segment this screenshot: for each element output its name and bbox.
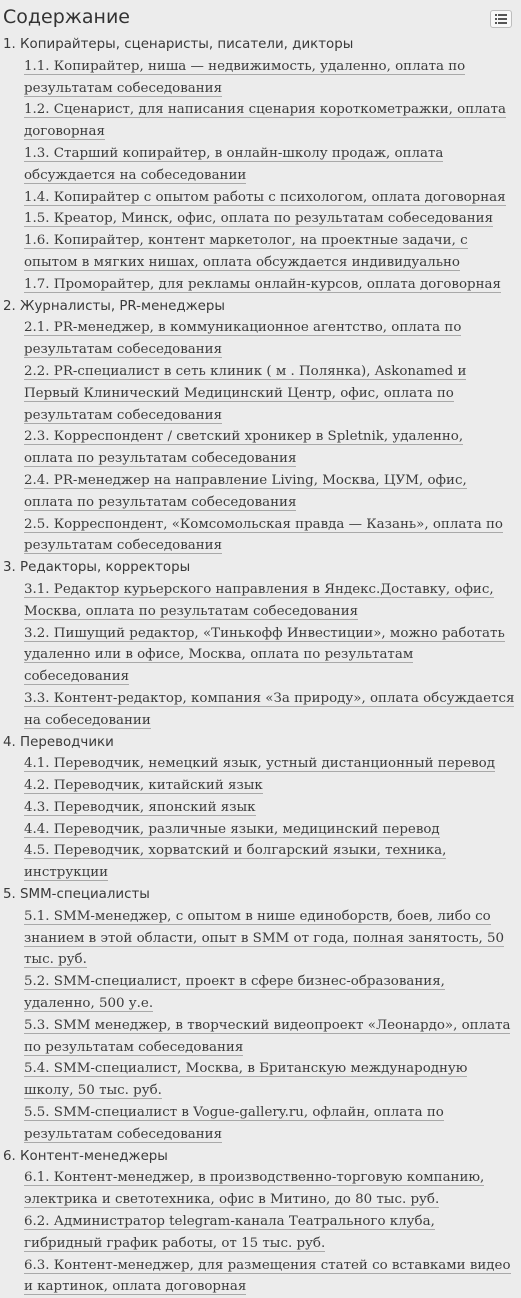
toc-item-link[interactable]: 6.3. Контент-менеджер, для размещения статей со вставками видео и картинок, оплата договорная (24, 1257, 511, 1295)
toc-item (24, 274, 516, 296)
toc-item (24, 1102, 516, 1146)
toc-sections (0, 34, 521, 1298)
toc-item (24, 470, 516, 514)
toc-item (24, 1058, 516, 1102)
toc-item-link[interactable]: 4.5. Переводчик, хорватский и болгарский языки, техника, инструкции (24, 843, 447, 881)
toc-item (24, 99, 516, 143)
toc-item (24, 1211, 516, 1255)
toc-section (0, 296, 521, 558)
toc-section-link[interactable]: 4. Переводчики (3, 734, 114, 750)
toc-item-link[interactable]: 3.1. Редактор курьерского направления в Яндекс.Доставку, офис, Москва, оплата по результатам собеседования (24, 581, 494, 619)
toc-item (24, 840, 516, 884)
toc-item-link[interactable]: 6.1. Контент-менеджер, в производственно-торговую компанию, электрика и светотехника, офис в Митино, до 80 тыс. руб. (24, 1170, 485, 1208)
toc-item-link[interactable]: 1.5. Креатор, Минск, офис, оплата по результатам собеседования (24, 211, 494, 227)
toc-section-link[interactable]: 3. Редакторы, корректоры (3, 560, 191, 576)
toc-item (24, 1167, 516, 1211)
toc-section (0, 732, 521, 885)
toc-item-link[interactable]: 1.7. Проморайтер, для рекламы онлайн-курсов, оплата договорная (24, 276, 501, 292)
toc-item-link[interactable]: 4.2. Переводчик, китайский язык (24, 778, 263, 794)
toc-item-link[interactable]: 5.1. SMM-менеджер, с опытом в нише единоборств, боев, либо со знанием в этой области, опыт в SMM от года, полная занятость, 50 тыс. руб. (24, 908, 505, 968)
toc-item (24, 819, 516, 841)
toc-section-link[interactable]: 5. SMM-специалисты (3, 887, 150, 903)
toc-item (24, 797, 516, 819)
toc-item-list (0, 56, 521, 296)
toc-item-link[interactable]: 3.2. Пишущий редактор, «Тинькофф Инвестиции», можно работать удаленно или в офисе, Москва, оплата по результатам собеседования (24, 625, 505, 685)
toc-item (24, 230, 516, 274)
toc-title: Содержание (3, 6, 130, 28)
toc-item-link[interactable]: 5.3. SMM менеджер, в творческий видеопроект «Леонардо», оплата по результатам собеседования (24, 1017, 511, 1055)
toc-item (24, 187, 516, 209)
toc-item-link[interactable]: 1.4. Копирайтер с опытом работы с психологом, оплата договорная (24, 189, 506, 205)
toc-section-link[interactable]: 6. Контент-менеджеры (3, 1148, 168, 1164)
toc-header (0, 4, 521, 34)
toc-item (24, 514, 516, 558)
toc-item-list (0, 906, 521, 1146)
toc-item (24, 317, 516, 361)
toc-item-list (0, 579, 521, 732)
toc-item (24, 688, 516, 732)
toc-item-link[interactable]: 2.5. Корреспондент, «Комсомольская правда — Казань», оплата по результатам собеседования (24, 516, 503, 554)
toc-item (24, 753, 516, 775)
toc-item-link[interactable]: 4.1. Переводчик, немецкий язык, устный дистанционный перевод (24, 756, 495, 772)
toc-item-list (0, 753, 521, 884)
toc-item-link[interactable]: 5.5. SMM-специалист в Vogue-gallery.ru, офлайн, оплата по результатам собеседования (24, 1105, 444, 1142)
toc-section (0, 1146, 521, 1298)
toc-item (24, 56, 516, 100)
toc-item (24, 208, 516, 230)
list-icon (495, 14, 507, 24)
toc-item (24, 623, 516, 688)
toc-item-list (0, 317, 521, 557)
toc-item-link[interactable]: 5.4. SMM-специалист, Москва, в Британскую международную школу, 50 тыс. руб. (24, 1061, 468, 1099)
toc-section (0, 34, 521, 296)
toc-item-link[interactable]: 4.4. Переводчик, различные языки, медицинский перевод (24, 821, 440, 837)
toc-toggle-button[interactable] (490, 10, 512, 28)
toc-item-link[interactable]: 3.3. Контент-редактор, компания «За природу», оплата обсуждается на собеседовании (24, 690, 515, 728)
toc-section (0, 884, 521, 1146)
toc-item-link[interactable]: 6.2. Администратор telegram-канала Театрального клуба, гибридный график работы, от 15 тыс. руб. (24, 1214, 435, 1251)
toc-item-link[interactable]: 2.2. PR-специалист в сеть клиник ( м . Полянка), Askonamed и Первый Клинический Медицинский Центр, офис, оплата по результатам собеседования (24, 363, 467, 423)
toc-item-link[interactable]: 5.2. SMM-специалист, проект в сфере бизнес-образования, удаленно, 500 у.е. (24, 974, 445, 1012)
toc-item-link[interactable]: 1.3. Старший копирайтер, в онлайн-школу продаж, оплата обсуждается на собеседовании (24, 145, 444, 183)
toc-item (24, 775, 516, 797)
toc-item (24, 361, 516, 426)
toc-section-link[interactable]: 2. Журналисты, PR-менеджеры (3, 298, 225, 314)
toc-item (24, 143, 516, 187)
toc-item (24, 906, 516, 971)
toc-item-link[interactable]: 4.3. Переводчик, японский язык (24, 799, 256, 815)
toc-item (24, 426, 516, 470)
toc-item-link[interactable]: 1.6. Копирайтер, контент маркетолог, на проектные задачи, с опытом в мягких нишах, оплата обсуждается индивидуально (24, 233, 468, 270)
toc-item-list (0, 1167, 521, 1298)
toc-item (24, 1015, 516, 1059)
toc-section (0, 557, 521, 731)
toc-item-link[interactable]: 1.2. Сценарист, для написания сценария короткометражки, оплата договорная (24, 102, 507, 140)
toc-item-link[interactable]: 1.1. Копирайтер, ниша — недвижимость, удаленно, оплата по результатам собеседования (24, 58, 466, 96)
toc-item-link[interactable]: 2.1. PR-менеджер, в коммуникационное агентство, оплата по результатам собеседования (24, 320, 462, 358)
toc-item (24, 579, 516, 623)
toc-item-link[interactable]: 2.4. PR-менеджер на направление Living, Москва, ЦУМ, офис, оплата по результатам собеседования (24, 472, 467, 510)
toc-section-link[interactable]: 1. Копирайтеры, сценаристы, писатели, дикторы (3, 37, 354, 52)
toc-item (24, 1255, 516, 1298)
toc-item-link[interactable]: 2.3. Корреспондент / светский хроникер в Spletnik, удаленно, оплата по результатам собеседования (24, 429, 464, 467)
toc-item (24, 971, 516, 1015)
